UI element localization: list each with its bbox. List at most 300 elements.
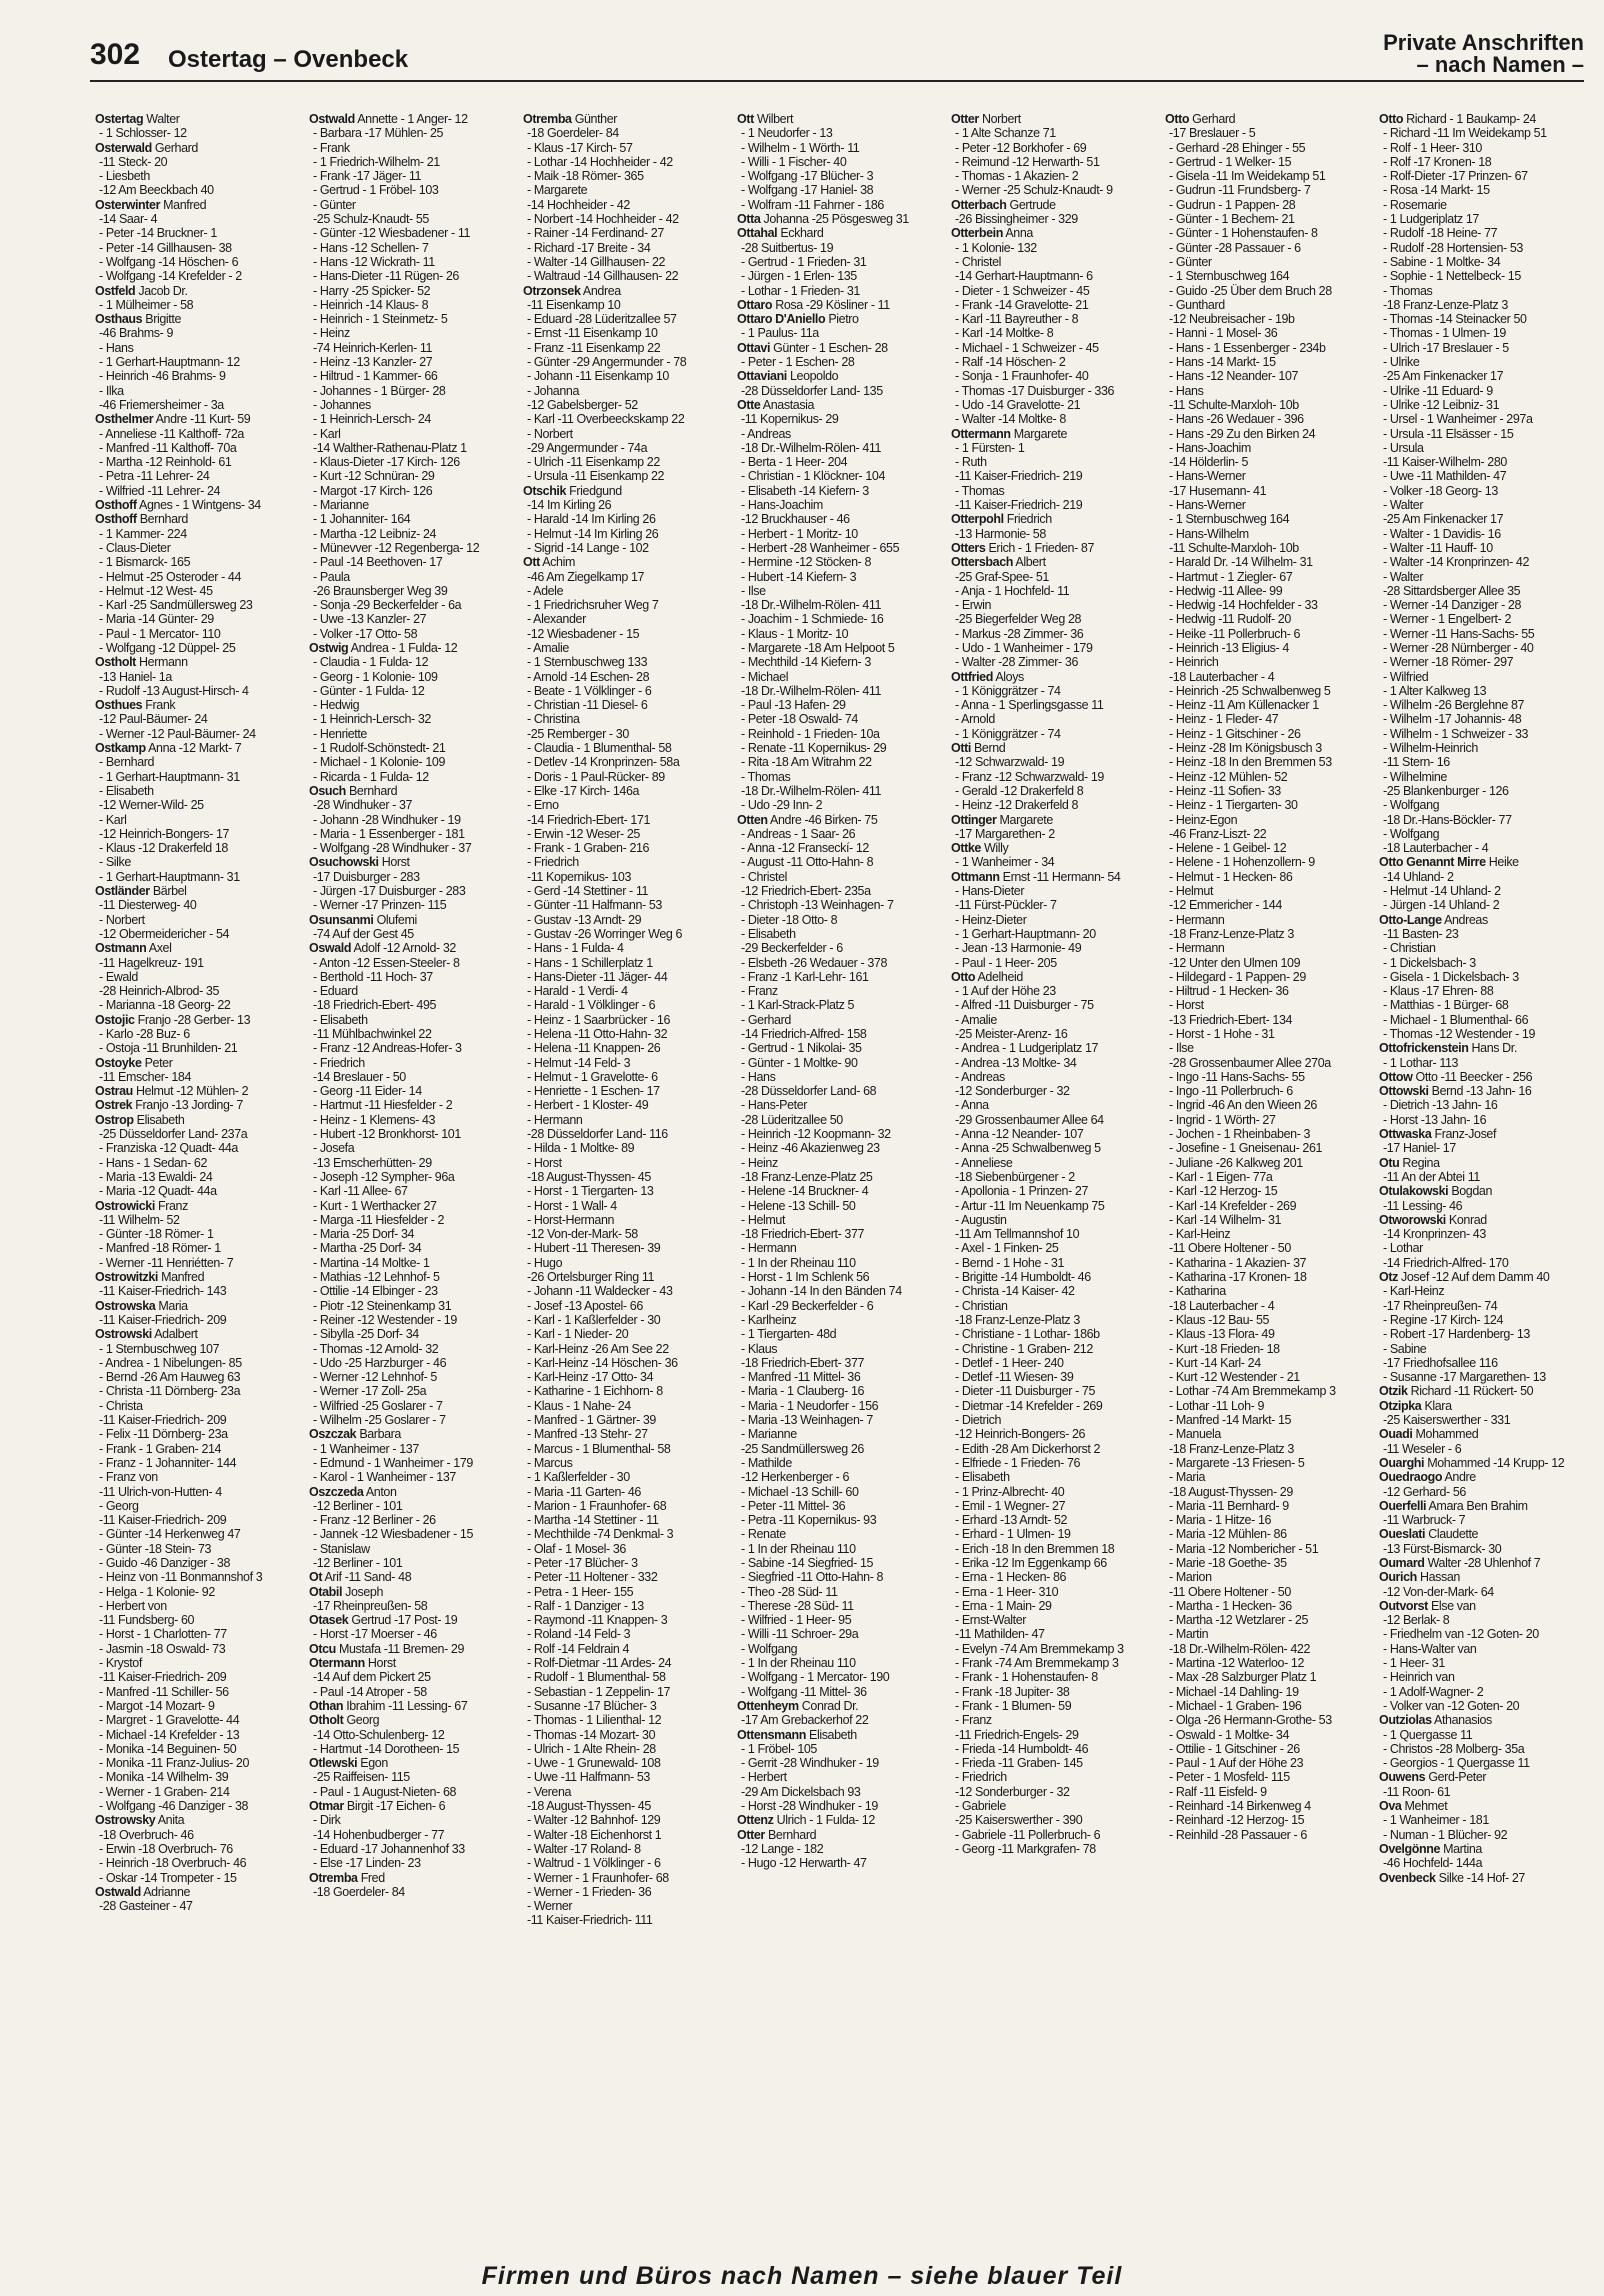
entry-text: - Heinrich -18 Overbruch- 46	[99, 1856, 247, 1871]
directory-entry	[523, 741, 731, 755]
entry-text: -46 Franz-Liszt- 22	[1169, 826, 1267, 841]
surname: Oszczeda	[309, 1484, 364, 1499]
entry-text: -25 Blankenburger - 126	[1383, 783, 1509, 798]
directory-entry	[95, 1713, 303, 1727]
directory-entry	[95, 1513, 303, 1527]
entry-text: - Volker -18 Georg- 13	[1383, 483, 1498, 498]
directory-entry	[309, 1170, 517, 1184]
entry-text: - Christel	[955, 254, 1002, 269]
directory-entry	[951, 284, 1159, 298]
surname: Ova	[1379, 1799, 1402, 1814]
directory-entry	[737, 1456, 945, 1470]
surname: Otto Genannt Mirre	[1379, 855, 1486, 870]
directory-entry	[523, 1499, 731, 1513]
entry-text: - Heinrich van	[1383, 1670, 1455, 1685]
directory-entry	[523, 269, 731, 283]
entry-text: - 1 Adolf-Wagner- 2	[1383, 1684, 1484, 1699]
entry-text: -12 Heinrich-Bongers- 17	[99, 826, 230, 841]
directory-entry	[523, 155, 731, 169]
directory-entry	[951, 1013, 1159, 1027]
entry-text: - Wilfried -25 Goslarer - 7	[313, 1398, 443, 1413]
entry-text: - Hedwig -11 Rudolf- 20	[1169, 612, 1291, 627]
directory-entry	[1379, 727, 1587, 741]
directory-entry-surname	[309, 1585, 517, 1599]
entry-text: - Frank	[313, 140, 350, 155]
directory-entry	[309, 1742, 517, 1756]
entry-text: Maria	[158, 1298, 188, 1313]
entry-text: - 1 Karl-Strack-Platz 5	[741, 998, 855, 1013]
entry-text: - Elke -17 Kirch- 146a	[527, 783, 640, 798]
entry-text: - Franz - 1 Johanniter- 144	[99, 1455, 237, 1470]
entry-text: Elisabeth	[809, 1727, 857, 1742]
directory-entry	[1379, 1056, 1587, 1070]
entry-text: -14 Gerhart-Hauptmann- 6	[955, 269, 1093, 284]
entry-text: - Elsbeth -26 Wedauer - 378	[741, 955, 887, 970]
entry-text: Birgit -17 Eichen- 6	[346, 1799, 446, 1814]
directory-entry	[1379, 827, 1587, 841]
directory-entry	[523, 841, 731, 855]
directory-entry	[95, 1499, 303, 1513]
entry-text: - Frank - 1 Blumen- 59	[955, 1698, 1072, 1713]
directory-entry-surname	[523, 555, 731, 569]
directory-entry	[1165, 512, 1373, 526]
entry-text: - Johann -14 In den Bänden 74	[741, 1284, 902, 1299]
entry-text: - Hedwig	[313, 698, 360, 713]
directory-entry	[1165, 1227, 1373, 1241]
entry-text: - Hiltrud - 1 Hecken- 36	[1169, 984, 1289, 999]
surname: Ourich	[1379, 1570, 1417, 1585]
entry-text: Annette - 1 Anger- 12	[357, 112, 468, 126]
entry-text: - Wolfgang	[1383, 826, 1440, 841]
entry-text: - Franz von	[99, 1470, 158, 1485]
entry-text: - Heinz -11 Sofien- 33	[1169, 783, 1281, 798]
entry-text: - Hermann	[1169, 912, 1225, 927]
directory-entry	[95, 269, 303, 283]
entry-text: - Günter -14 Herkenweg 47	[99, 1527, 241, 1542]
entry-text: - Gudrun -11 Frundsberg- 7	[1169, 183, 1311, 198]
entry-text: - 1 Wanheimer - 137	[313, 1441, 419, 1456]
entry-text: - Horst - 1 Im Schlenk 56	[741, 1270, 870, 1285]
directory-entry	[737, 684, 945, 698]
directory-entry	[737, 670, 945, 684]
entry-text: - Alexander	[527, 612, 586, 627]
directory-entry-surname	[1379, 1570, 1587, 1584]
entry-text: - Rolf -14 Feldrain 4	[527, 1641, 630, 1656]
directory-entry	[1165, 241, 1373, 255]
entry-text: - Willi - 1 Fischer- 40	[741, 154, 847, 169]
entry-text: -18 Franz-Lenze-Platz 3	[1169, 926, 1294, 941]
surname: Ottfried	[951, 669, 993, 684]
entry-text: - Wilhelm-Heinrich	[1383, 741, 1478, 756]
directory-entry	[1165, 712, 1373, 726]
directory-entry	[1379, 1670, 1587, 1684]
entry-text: - 1 Königgrätzer - 74	[955, 683, 1061, 698]
directory-entry	[737, 555, 945, 569]
directory-entry	[737, 1570, 945, 1584]
entry-text: - Hugo -12 Herwarth- 47	[741, 1856, 867, 1871]
entry-text: - Helmut -25 Osteroder - 44	[99, 569, 242, 584]
entry-text: - 1 Ludgeriplatz 17	[1383, 212, 1479, 227]
directory-entry	[1379, 813, 1587, 827]
directory-entry	[951, 913, 1159, 927]
entry-text: - Maria - 1 Essenberger - 181	[313, 826, 465, 841]
directory-entry	[1165, 1041, 1373, 1055]
directory-entry	[309, 984, 517, 998]
directory-entry	[737, 326, 945, 340]
directory-entry	[1165, 527, 1373, 541]
entry-text: - Peter -11 Mittel- 36	[741, 1498, 846, 1513]
entry-text: - Reinhild -28 Passauer - 6	[1169, 1827, 1307, 1842]
entry-text: - Werner -17 Prinzen- 115	[313, 898, 447, 913]
directory-entry	[95, 226, 303, 240]
entry-text: - Thomas - 1 Akazien- 2	[955, 169, 1079, 184]
directory-entry	[1165, 1327, 1373, 1341]
entry-text: Ibrahim -11 Lessing- 67	[346, 1698, 468, 1713]
entry-text: Andre -11 Kurt- 59	[155, 412, 251, 427]
directory-entry-surname	[95, 698, 303, 712]
directory-entry	[737, 956, 945, 970]
surname: Oswald	[309, 941, 352, 956]
entry-text: Elisabeth	[136, 1112, 185, 1127]
directory-entry	[523, 598, 731, 612]
directory-entry	[1379, 698, 1587, 712]
directory-column-7	[1379, 112, 1587, 2262]
entry-text: - Elisabeth -14 Kiefern- 3	[741, 483, 869, 498]
directory-entry	[523, 212, 731, 226]
entry-text: - Heinz - 1 Fleder- 47	[1169, 712, 1279, 727]
directory-entry	[951, 655, 1159, 669]
entry-text: - Walter -11 Hauff- 10	[1383, 540, 1493, 555]
entry-text: - Olaf - 1 Mosel- 36	[527, 1541, 626, 1556]
entry-text: - Claudia - 1 Blumenthal- 58	[527, 741, 672, 756]
entry-text: - Horst - 1 Wall- 4	[527, 1198, 617, 1213]
entry-text: - Richard -11 Im Weidekamp 51	[1383, 126, 1547, 141]
directory-entry	[737, 913, 945, 927]
directory-entry	[737, 527, 945, 541]
entry-text: - Hans-Wilhelm	[1169, 526, 1249, 541]
directory-entry	[523, 384, 731, 398]
entry-text: - Karl - 1 Kaßlerfelder - 30	[527, 1312, 661, 1327]
entry-text: - Karl -14 Moltke- 8	[955, 326, 1054, 341]
directory-entry-surname	[951, 841, 1159, 855]
directory-entry	[737, 1184, 945, 1198]
entry-text: - Margarete	[527, 183, 588, 198]
directory-entry-surname	[309, 1613, 517, 1627]
entry-text: - Frank -18 Jupiter- 38	[955, 1684, 1070, 1699]
entry-text: Andreas	[1444, 912, 1488, 927]
surname: Ostertag	[95, 112, 144, 126]
entry-text: - Rolf -17 Kronen- 18	[1383, 154, 1492, 169]
entry-text: - Günter -28 Passauer - 6	[1169, 240, 1301, 255]
entry-text: - Maria -12 Nombericher - 51	[1169, 1541, 1319, 1556]
entry-text: - Harald - 1 Verdi- 4	[527, 984, 628, 999]
directory-entry	[1165, 1713, 1373, 1727]
entry-text: Klara	[1424, 1398, 1452, 1413]
entry-text: - Georg -11 Markgrafen- 78	[955, 1841, 1096, 1856]
directory-entry	[523, 1098, 731, 1112]
directory-entry	[309, 541, 517, 555]
directory-entry-surname	[737, 1699, 945, 1713]
entry-text: - Norbert	[99, 912, 145, 927]
directory-entry	[1165, 341, 1373, 355]
entry-text: Aloys	[995, 669, 1024, 684]
entry-text: - Ingo -11 Hans-Sachs- 55	[1169, 1069, 1305, 1084]
directory-entry	[737, 984, 945, 998]
directory-entry	[95, 798, 303, 812]
directory-entry	[1379, 1098, 1587, 1112]
directory-entry	[737, 541, 945, 555]
entry-text: - Karl -11 Overbeeckskamp 22	[527, 412, 685, 427]
surname: Otermann	[309, 1656, 365, 1671]
surname: Ottenheym	[737, 1698, 799, 1713]
directory-entry	[951, 755, 1159, 769]
section-title-line1: Private Anschriften	[1383, 30, 1584, 55]
directory-entry	[95, 469, 303, 483]
directory-entry	[1379, 1241, 1587, 1255]
entry-text: - Dietrich	[955, 1413, 1002, 1428]
entry-text: - Ulrike -12 Leibniz- 31	[1383, 397, 1500, 412]
entry-text: - Klaus -13 Flora- 49	[1169, 1327, 1275, 1342]
entry-text: - Wolfgang -14 Krefelder - 2	[99, 269, 242, 284]
directory-entry	[309, 312, 517, 326]
directory-entry	[309, 1027, 517, 1041]
directory-entry	[1379, 1685, 1587, 1699]
entry-text: -14 Walther-Rathenau-Platz 1	[313, 440, 467, 455]
entry-text: - Werner	[527, 1899, 573, 1914]
directory-entry-surname	[95, 1084, 303, 1098]
entry-text: -12 Lange - 182	[741, 1841, 824, 1856]
entry-text: -74 Heinrich-Kerlen- 11	[313, 340, 433, 355]
entry-text: - Herbert	[741, 1770, 787, 1785]
directory-entry	[1165, 326, 1373, 340]
entry-text: - Piotr -12 Steinenkamp 31	[313, 1298, 452, 1313]
entry-text: - Walter	[1383, 569, 1424, 584]
entry-text: - Waltrud - 1 Völklinger - 6	[527, 1856, 661, 1871]
entry-text: - Werner -11 Henriétten- 7	[99, 1255, 234, 1270]
directory-entry-surname	[951, 813, 1159, 827]
directory-entry	[95, 1041, 303, 1055]
entry-text: - Wolfgang -14 Höschen- 6	[99, 254, 239, 269]
entry-text: Franz	[158, 1198, 188, 1213]
entry-text: - Gertrud - 1 Welker- 15	[1169, 154, 1292, 169]
surname: Otmar	[309, 1799, 344, 1814]
entry-text: - Hans - 1 Fulda- 4	[527, 941, 624, 956]
surname: Otremba	[523, 112, 572, 126]
directory-entry	[1165, 1813, 1373, 1827]
directory-entry	[1165, 898, 1373, 912]
entry-text: - Bernhard	[99, 755, 155, 770]
entry-text: - Lothar -74 Am Bremmekamp 3	[1169, 1384, 1336, 1399]
directory-entry	[1165, 555, 1373, 569]
entry-text: - Hans-Dieter	[955, 884, 1025, 899]
entry-text: - Heinrich - 1 Steinmetz- 5	[313, 312, 448, 327]
entry-text: - 1 Kammer- 224	[99, 526, 187, 541]
directory-entry	[737, 469, 945, 483]
entry-text: - Christian	[955, 1298, 1008, 1313]
entry-text: - Wilfried -11 Lehrer- 24	[99, 483, 221, 498]
entry-text: -11 Kaiser-Friedrich- 219	[955, 469, 1083, 484]
entry-text: - 1 Fürsten- 1	[955, 440, 1025, 455]
entry-text: - Klaus -12 Drakerfeld 18	[99, 841, 228, 856]
entry-text: - Ursula -11 Eisenkamp 22	[527, 469, 665, 484]
entry-text: - Thomas - 1 Lilienthal- 12	[527, 1713, 662, 1728]
directory-entry	[1379, 970, 1587, 984]
directory-entry	[1379, 155, 1587, 169]
directory-entry	[523, 1284, 731, 1298]
entry-text: - Detlef -11 Wiesen- 39	[955, 1370, 1074, 1385]
entry-text: - Reiner -12 Westender - 19	[313, 1312, 457, 1327]
directory-entry	[1165, 1485, 1373, 1499]
directory-entry	[737, 1327, 945, 1341]
entry-text: - Wilhelm -17 Johannis- 48	[1383, 712, 1522, 727]
entry-text: -14 Friedrich-Ebert- 171	[527, 812, 651, 827]
directory-entry	[951, 1842, 1159, 1856]
entry-text: -25 Am Finkenacker 17	[1383, 369, 1504, 384]
directory-entry-surname	[737, 341, 945, 355]
directory-entry-surname	[1379, 1213, 1587, 1227]
surname: Otto	[1379, 112, 1404, 126]
directory-entry	[951, 1599, 1159, 1613]
directory-entry	[309, 1599, 517, 1613]
surname: Oszczak	[309, 1427, 357, 1442]
directory-entry-surname	[951, 112, 1159, 126]
surname: Otterbein	[951, 226, 1003, 241]
entry-text: Norbert	[981, 112, 1021, 126]
entry-text: - Paul - 1 Auf der Höhe 23	[1169, 1756, 1304, 1771]
directory-entry	[1165, 1241, 1373, 1255]
entry-text: Anastasia	[762, 397, 815, 412]
entry-text: -13 Fürst-Bismarck- 30	[1383, 1541, 1502, 1556]
entry-text: - Henriette - 1 Eschen- 17	[527, 1084, 660, 1099]
entry-text: - Michael -13 Schill- 60	[741, 1484, 859, 1499]
directory-entry	[309, 1156, 517, 1170]
entry-text: -18 Dr.-Wilhelm-Rölen- 411	[741, 598, 882, 613]
directory-entry	[951, 784, 1159, 798]
entry-text: - Renate	[741, 1527, 786, 1542]
entry-text: Georg	[346, 1713, 380, 1728]
entry-text: - Frank - 1 Hohenstaufen- 8	[955, 1670, 1098, 1685]
directory-entry	[737, 427, 945, 441]
directory-entry	[309, 469, 517, 483]
directory-entry	[951, 141, 1159, 155]
directory-entry	[1165, 1213, 1373, 1227]
directory-entry	[309, 570, 517, 584]
entry-text: - Martina -12 Waterloo- 12	[1169, 1656, 1305, 1671]
surname: Osthelmer	[95, 412, 154, 427]
entry-text: - Maria - 1 Clauberg- 16	[741, 1384, 865, 1399]
directory-entry	[523, 1527, 731, 1541]
entry-text: - Michael - 1 Schweizer - 45	[955, 340, 1099, 355]
entry-text: - Reinhard -14 Birkenweg 4	[1169, 1799, 1311, 1814]
directory-entry	[523, 1027, 731, 1041]
entry-text: - Rita -18 Am Witrahm 22	[741, 755, 872, 770]
directory-entry	[523, 1485, 731, 1499]
directory-entry	[523, 698, 731, 712]
directory-entry	[951, 1613, 1159, 1627]
surname: Ostrowska	[95, 1298, 156, 1313]
directory-entry	[737, 584, 945, 598]
directory-entry	[523, 1184, 731, 1198]
entry-text: Franjo -28 Gerber- 13	[137, 1012, 251, 1027]
entry-text: - Wolfgang -46 Danziger - 38	[99, 1799, 249, 1814]
directory-entry	[951, 312, 1159, 326]
surname: Otrzonsek	[523, 283, 581, 298]
directory-entry	[95, 1756, 303, 1770]
entry-text: -12 Emmericher - 144	[1169, 898, 1282, 913]
directory-entry	[523, 1656, 731, 1670]
entry-text: - Claudia - 1 Fulda- 12	[313, 655, 429, 670]
entry-text: -14 Hohenbudberger - 77	[313, 1827, 445, 1842]
directory-entry	[523, 1842, 731, 1856]
entry-text: - Wolfram -11 Fahrner - 186	[741, 197, 884, 212]
directory-entry-surname	[309, 1713, 517, 1727]
surname: Osthaus	[95, 312, 143, 327]
directory-entry	[95, 1356, 303, 1370]
entry-text: - 1 Neudorfer - 13	[741, 126, 833, 141]
directory-entry	[309, 1542, 517, 1556]
directory-entry	[737, 1241, 945, 1255]
entry-text: - Sonja - 1 Fraunhofer- 40	[955, 369, 1089, 384]
directory-entry	[951, 1470, 1159, 1484]
directory-entry	[95, 398, 303, 412]
entry-text: - Martha -12 Wetzlarer - 25	[1169, 1613, 1309, 1628]
directory-entry	[1165, 1027, 1373, 1041]
entry-text: - Wolfgang -17 Haniel- 38	[741, 183, 874, 198]
directory-entry	[309, 1399, 517, 1413]
directory-entry	[737, 198, 945, 212]
entry-text: - Robert -17 Hardenberg- 13	[1383, 1327, 1530, 1342]
directory-entry	[951, 212, 1159, 226]
entry-text: -14 Auf dem Pickert 25	[313, 1670, 431, 1685]
directory-entry	[1379, 341, 1587, 355]
directory-entry	[95, 1227, 303, 1241]
surname: Oumard	[1379, 1555, 1425, 1570]
directory-entry	[309, 670, 517, 684]
entry-text: -25 Am Finkenacker 17	[1383, 512, 1504, 527]
directory-entry	[1379, 1027, 1587, 1041]
directory-entry	[737, 641, 945, 655]
directory-entry	[1379, 398, 1587, 412]
directory-entry	[309, 841, 517, 855]
entry-text: - Günter - 1 Hohenstaufen- 8	[1169, 226, 1318, 241]
entry-text: - Georgios - 1 Quergasse 11	[1383, 1756, 1530, 1771]
directory-entry	[309, 183, 517, 197]
entry-text: - Berta - 1 Heer- 204	[741, 455, 848, 470]
directory-entry	[523, 1599, 731, 1613]
entry-text: - Münevver -12 Regenberga- 12	[313, 540, 480, 555]
directory-entry	[737, 1542, 945, 1556]
entry-text: - Hermann	[741, 1241, 797, 1256]
entry-text: - Heinz -12 Drakerfeld 8	[955, 798, 1079, 813]
directory-entry-surname	[309, 1699, 517, 1713]
directory-entry	[523, 755, 731, 769]
directory-entry	[737, 1799, 945, 1813]
entry-text: - Walter -14 Kronprinzen- 42	[1383, 555, 1530, 570]
directory-entry	[737, 1070, 945, 1084]
directory-entry	[951, 612, 1159, 626]
directory-entry-surname	[309, 1756, 517, 1770]
entry-text: - Jean -13 Harmonie- 49	[955, 941, 1082, 956]
surname: Ostrop	[95, 1112, 134, 1127]
directory-entry	[1165, 770, 1373, 784]
entry-text: - Marianne	[741, 1427, 797, 1442]
surname: Ouadi	[1379, 1427, 1413, 1442]
directory-entry	[523, 1113, 731, 1127]
entry-text: - Bernd -26 Am Hauweg 63	[99, 1370, 241, 1385]
entry-text: - Sabine -14 Siegfried- 15	[741, 1555, 874, 1570]
entry-text: - 1 Friedrich-Wilhelm- 21	[313, 154, 440, 169]
entry-text: -11 Diesterweg- 40	[99, 898, 197, 913]
